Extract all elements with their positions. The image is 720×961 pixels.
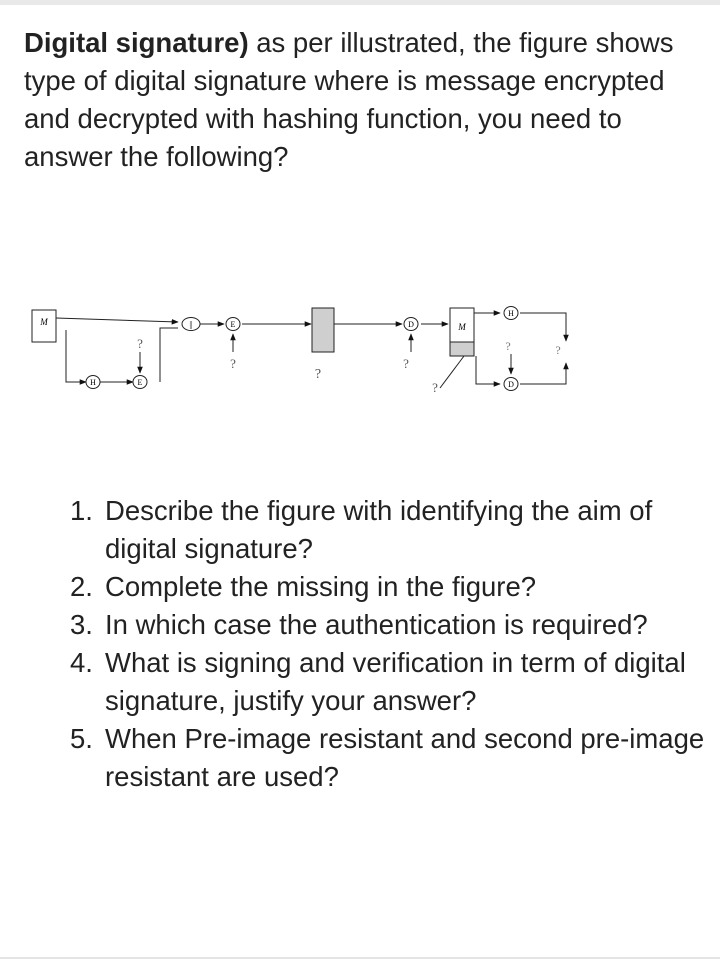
question-number: 3. <box>70 609 93 640</box>
unknown-mark-5: ? <box>432 380 438 395</box>
message-label-receiver: M <box>458 322 466 332</box>
unknown-mark-4: ? <box>403 356 409 371</box>
question-text: When Pre-image resistant and second pre-image resistant are used? <box>105 723 705 792</box>
hash-node-label: H <box>90 378 96 387</box>
message-label-sender: M <box>40 317 48 327</box>
intro-bold: Digital signature) <box>24 27 249 58</box>
question-number: 2. <box>70 571 93 602</box>
message-box-receiver-gray <box>450 342 474 356</box>
unknown-mark-2: ? <box>230 356 236 371</box>
encrypt-node-label: E <box>230 320 236 329</box>
question-number: 1. <box>70 495 93 526</box>
list-item <box>70 568 710 606</box>
hash-node-receiver-label: H <box>508 309 514 318</box>
question-number: 4. <box>70 647 93 678</box>
unknown-mark-1: ? <box>137 336 143 351</box>
question-number: 5. <box>70 723 93 754</box>
list-item <box>70 492 710 568</box>
bottom-divider <box>0 957 720 959</box>
question-text: Complete the missing in the figure? <box>105 571 537 602</box>
top-strip <box>0 0 720 5</box>
list-item <box>70 644 710 720</box>
unknown-mark-3: ? <box>314 367 322 382</box>
question-text: Describe the figure with identifying the aim of digital signature? <box>105 495 653 564</box>
question-text: In which case the authentication is required? <box>105 609 648 640</box>
unknown-mark-7: ? <box>555 343 561 357</box>
decrypt-node-receiver-label: D <box>508 380 514 389</box>
question-text: What is signing and verification in term of digital signature, justify your answer? <box>105 647 686 716</box>
intro-paragraph <box>24 24 704 176</box>
unknown-mark-6: ? <box>505 339 511 353</box>
channel-box <box>312 308 334 352</box>
decrypt-node-label: D <box>408 320 414 329</box>
list-item <box>70 606 710 644</box>
concat-label: || <box>189 320 193 329</box>
question-list <box>70 492 710 796</box>
intro-text: as per illustrated, the figure shows type of digital signature where is message encrypted and decrypted with hashing function, you need to answer the following? <box>24 27 674 172</box>
list-item <box>70 720 710 796</box>
digital-signature-figure <box>30 300 590 410</box>
encrypt-node-hash-label: E <box>137 378 143 387</box>
